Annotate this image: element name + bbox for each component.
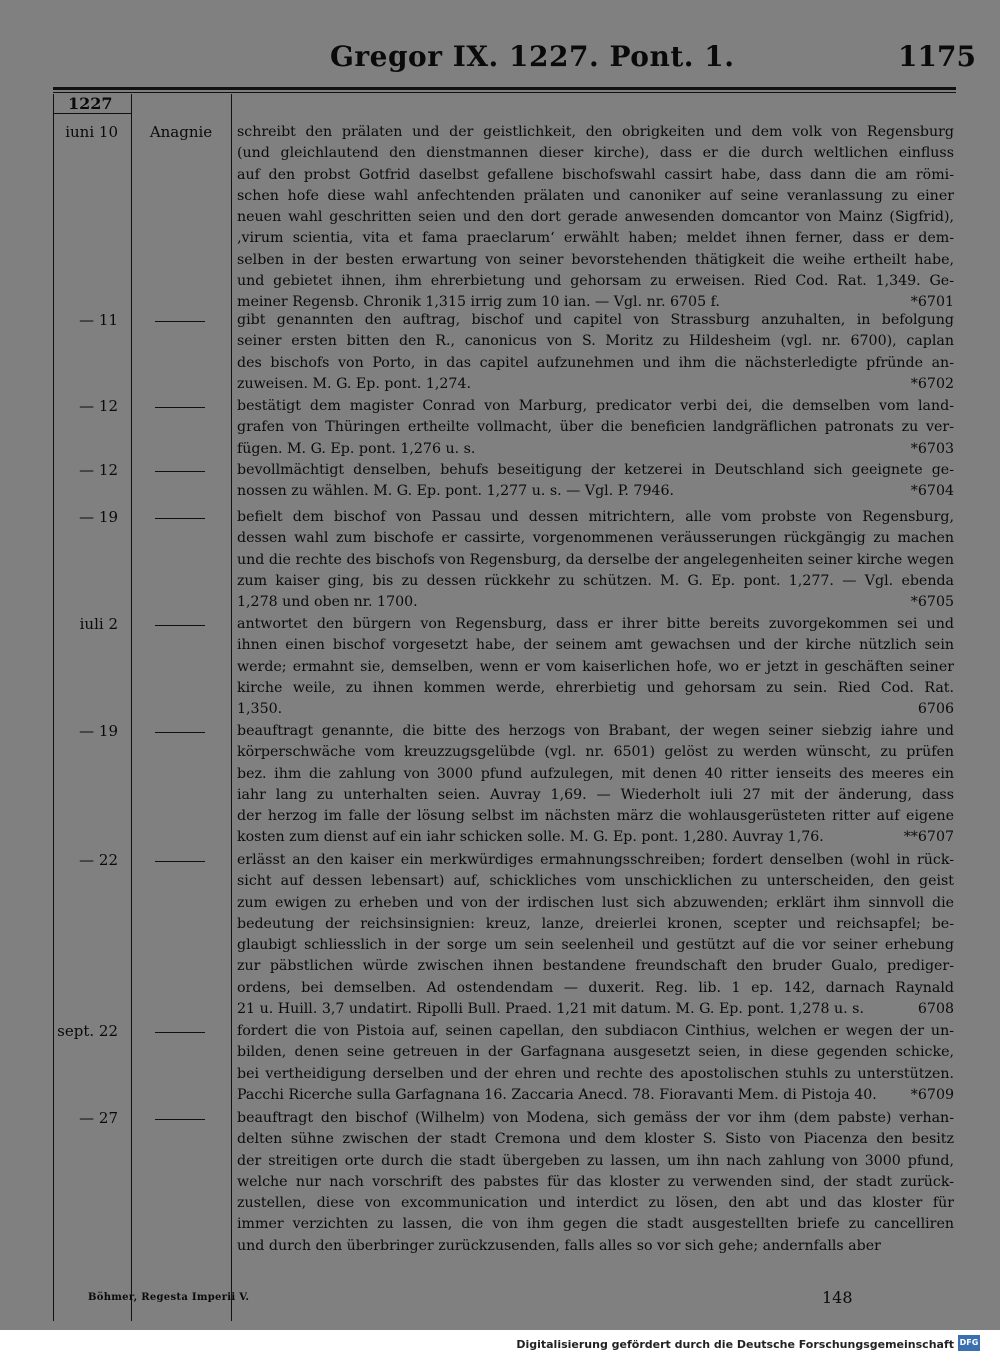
entry-line: ordens, bei demselben. Ad ostendendam — duxerit. Reg. lib. 1 ep. 142, darnach Raynald xyxy=(237,979,954,996)
entry-line: glaubigt schliesslich in der sorge um sein seelenheil und gestützt auf die vor seiner erhebung xyxy=(237,937,954,954)
entry-line xyxy=(237,374,954,395)
digitization-note: Digitalisierung gefördert durch die Deutsche Forschungsgemeinschaft xyxy=(516,1338,954,1351)
column-rule-left xyxy=(53,94,54,1321)
entry-line: bedeutung der reichsinsignien: kreuz, lanze, dreierlei kronen, scepter und reichsapfel; be- xyxy=(237,915,954,932)
entry-line: schreibt den prälaten und der geistlichkeit, den obrigkeiten und dem volk von Regensburg xyxy=(237,124,954,140)
entry-line: zur päbstlichen würde zwischen ihnen bestandene freundschaft den bruder Gualo, prediger- xyxy=(237,958,954,975)
entry-text xyxy=(237,850,954,1020)
entry-line: erlässt an den kaiser ein merkwürdiges ermahnungsschreiben; fordert denselben (wohl in rück- xyxy=(237,852,954,868)
entry-line: bevollmächtigt denselben, behufs beseitigung der ketzerei in Deutschland sich geeignete ge- xyxy=(237,462,954,478)
entry-line-text: meiner Regensb. Chronik 1,315 irrig zum 10 ian. — Vgl. nr. 6705 f. xyxy=(237,294,720,311)
entry-line-text: kosten zum dienst auf ein iahr schicken solle. M. G. Ep. pont. 1,280. Auvray 1,76. xyxy=(237,829,824,846)
entry-line: delten sühne zwischen der stadt Cremona und dem kloster S. Sisto von Piacenza den besitz xyxy=(237,1131,954,1148)
regest-number: 6708 xyxy=(917,1001,954,1018)
entry-line: auf den probst Gotfrid daselbst gefallene bischofswahl cassirt habe, dass dann die am römi- xyxy=(237,166,954,183)
entry-line: beauftragt den bischof (Wilhelm) von Modena, sich gemäss der vor ihm (dem pabste) verhan- xyxy=(237,1110,954,1126)
entry-line: grafen von Thüringen ertheilte vollmacht, über die beneficien landgräflichen patronats zu ver- xyxy=(237,419,954,436)
entry-line: körperschwäche vom kreuzzugsgelübde (vgl. nr. 6501) gelöst zu werden wünscht, zu prüfen xyxy=(237,744,954,761)
entry-line-text: 21 u. Huill. 3,7 undatirt. Ripolli Bull. Praed. 1,21 mit datum. M. G. Ep. pont. 1,278 u. s. xyxy=(237,1001,864,1018)
entry-line: fordert die von Pistoia auf, seinen capellan, den subdiacon Cinthius, welchen er wegen der un- xyxy=(237,1023,954,1039)
regest-number: **6707 xyxy=(903,829,954,846)
regest-number: *6705 xyxy=(910,594,954,611)
entry-date: — 12 xyxy=(79,461,118,479)
entry-line: ‚virum scientia, vita et fama praeclarum‘ erwählt haben; meldet ihnen ferner, dass er dem- xyxy=(237,230,954,247)
entry-line: der herzog im falle der lösung selbst im nächsten märz die wohlausgerüsteten ritter auf eigene xyxy=(237,808,954,825)
footer-source: Böhmer, Regesta Imperii V. xyxy=(88,1292,250,1303)
entry-date: — 22 xyxy=(79,851,118,869)
column-rule-date xyxy=(131,94,132,1321)
entry-line: sicht auf dessen lebensart) auf, schickliches vom unschicklichen zu unterscheiden, den geist xyxy=(237,873,954,890)
entry-line xyxy=(237,699,954,720)
entry-line: und gebietet ihnen, ihm ehrerbietung und gehorsam zu erweisen. Ried Cod. Rat. 1,349. Ge- xyxy=(237,273,954,290)
entry-line: dessen wahl zum bischofe er cassirte, vorgenommenen veräusserungen rückgängig zu machen xyxy=(237,530,954,547)
year-heading: 1227 xyxy=(68,94,113,113)
entry-line: (und gleichlautend den dienstmannen dieser kirche), dass er die durch weltlichen einfluss xyxy=(237,145,954,162)
entry-line: und die rechte des bischofs von Regensburg, da derselbe der angelegenheiten seiner kirche wegen xyxy=(237,551,954,568)
entry-text xyxy=(237,614,954,720)
entry-line-text: 1,278 und oben nr. 1700. xyxy=(237,594,418,611)
header-rule xyxy=(53,87,956,90)
entry-line xyxy=(237,827,954,848)
entry-date: iuni 10 xyxy=(65,123,118,141)
entry-text xyxy=(237,460,954,503)
entry-date: iuli 2 xyxy=(79,615,118,633)
entry-line-text: 1,350. xyxy=(237,701,283,718)
regest-number: *6703 xyxy=(910,440,954,457)
entry-line: bez. ihm die zahlung von 3000 pfund aufzulegen, mit denen 40 ritter ienseits des meeres ein xyxy=(237,765,954,782)
entry-line: immer verzichten zu lassen, die von ihm gegen die stadt ausgestellten briefe zu cancelliren xyxy=(237,1216,954,1233)
entry-date: — 11 xyxy=(79,311,118,329)
entry-text xyxy=(237,721,954,849)
entry-text xyxy=(237,396,954,460)
place-ditto-rule xyxy=(155,625,205,626)
place-ditto-rule xyxy=(155,1119,205,1120)
entry-line: zustellen, diese von excommunication und interdict zu lösen, den abt und das kloster für xyxy=(237,1195,954,1212)
place-ditto-rule xyxy=(155,518,205,519)
place-ditto-rule xyxy=(155,732,205,733)
entry-text xyxy=(237,122,954,314)
entry-text xyxy=(237,1108,954,1257)
regest-number: *6702 xyxy=(910,375,954,392)
entry-line: des bischofs von Porto, in das capitel aufzunehmen und ihm die nächsterledigte pfründe an- xyxy=(237,354,954,371)
entry-line xyxy=(237,999,954,1020)
place-ditto-rule xyxy=(155,861,205,862)
entry-line: schen hofe diese wahl anfechtenden prälaten und canoniker auf seine veranlassung zu einer xyxy=(237,187,954,204)
place-ditto-rule xyxy=(155,471,205,472)
entry-line: werde; ermahnt sie, demselben, wenn er vom kaiserlichen hofe, wo er jetzt in geschäften seiner xyxy=(237,658,954,675)
entry-line: der streitigen orte durch die stadt übergeben zu lassen, um ihn nach zahlung von 3000 pfund, xyxy=(237,1152,954,1169)
entry-line xyxy=(237,481,954,502)
entry-date: — 19 xyxy=(79,508,118,526)
entry-line: seiner ersten bitten den R., canonicus von S. Moritz zu Hildesheim (vgl. nr. 6700), caplan xyxy=(237,333,954,350)
entry-place: Anagnie xyxy=(149,123,213,141)
entry-line: iahr lang zu unterhalten seien. Auvray 1,69. — Wiederholt iuli 27 mit der änderung, dass xyxy=(237,786,954,803)
entry-line xyxy=(237,592,954,613)
entry-text xyxy=(237,1021,954,1106)
entry-line: befielt dem bischof von Passau und dessen mitrichtern, alle vom probste von Regensburg, xyxy=(237,509,954,525)
year-rule xyxy=(53,113,131,114)
entry-line: zum kaiser ging, bis zu dessen rückkehr zu schützen. M. G. Ep. pont. 1,277. — Vgl. ebenda xyxy=(237,572,954,589)
place-ditto-rule xyxy=(155,1032,205,1033)
entry-line: bilden, denen seine getreuen in der Garfagnana ausgesetzt seien, in diese gegenden schicke, xyxy=(237,1044,954,1061)
entry-line: ihnen einen bischof vorgesetzt habe, der seinem amt gewachsen und der kirche nützlich sein xyxy=(237,637,954,654)
header-rule-thin xyxy=(53,92,956,93)
entry-line: welche nur nach vorschrift des pabstes für das kloster zu verwenden sind, der stadt zurück- xyxy=(237,1173,954,1190)
dfg-logo: DFG xyxy=(958,1335,980,1351)
page-title: Gregor IX. 1227. Pont. 1. xyxy=(330,40,735,73)
entry-line xyxy=(237,439,954,460)
regest-number: *6709 xyxy=(910,1086,954,1103)
column-rule-place xyxy=(231,94,232,1321)
entry-line: beauftragt genannte, die bitte des herzogs von Brabant, der wegen seiner siebzig iahre und xyxy=(237,723,954,739)
page-number: 1175 xyxy=(898,40,976,73)
entry-date: — 12 xyxy=(79,397,118,415)
regest-number: *6701 xyxy=(910,294,954,311)
entry-line-text: Pacchi Ricerche sulla Garfagnana 16. Zaccaria Anecd. 78. Fioravanti Mem. di Pistoja 40. xyxy=(237,1086,877,1103)
entry-line: gibt genannten den auftrag, bischof und capitel von Strassburg anzuhalten, in befolgung xyxy=(237,312,954,328)
entry-line: neuen wahl geschritten seien und den dort gerade anwesenden domcantor von Mainz (Sigfrid), xyxy=(237,209,954,226)
regest-number: *6704 xyxy=(910,483,954,500)
entry-date: sept. 22 xyxy=(57,1022,118,1040)
entry-line: kirche weile, zu ihnen kommen werde, ehrerbietig und gehorsam zu sein. Ried Cod. Rat. xyxy=(237,679,954,696)
entry-line: zum ewigen zu erheben und von der irdischen lust sich abzuwenden; erklärt ihm sinnvoll die xyxy=(237,894,954,911)
place-ditto-rule xyxy=(155,321,205,322)
entry-line: selben in der besten erwartung von seiner bevorstehenden thätigkeit die weihe ertheilt habe, xyxy=(237,251,954,268)
entry-line: antwortet den bürgern von Regensburg, dass er ihrer bitte bereits zuvorgekommen sei und xyxy=(237,616,954,632)
regest-number: 6706 xyxy=(917,701,954,718)
entry-line-text: zuweisen. M. G. Ep. pont. 1,274. xyxy=(237,375,471,392)
entry-date: — 27 xyxy=(79,1109,118,1127)
entry-line-text: nossen zu wählen. M. G. Ep. pont. 1,277 u. s. — Vgl. P. 7946. xyxy=(237,483,675,500)
footer-sheet-number: 148 xyxy=(822,1288,853,1307)
entry-date: — 19 xyxy=(79,722,118,740)
entry-line: bestätigt dem magister Conrad von Marburg, predicator verbi dei, die demselben vom land- xyxy=(237,398,954,414)
entry-line xyxy=(237,1085,954,1106)
entry-line: bei vertheidigung derselben und der ehren und rechte des apostolischen stuhls zu unterstützen. xyxy=(237,1065,954,1082)
entry-text xyxy=(237,507,954,613)
entry-line-text: fügen. M. G. Ep. pont. 1,276 u. s. xyxy=(237,440,476,457)
entry-text xyxy=(237,310,954,395)
entry-line: und durch den überbringer zurückzusenden, falls alles so vor sich gehe; andernfalls aber xyxy=(237,1237,881,1254)
place-ditto-rule xyxy=(155,407,205,408)
